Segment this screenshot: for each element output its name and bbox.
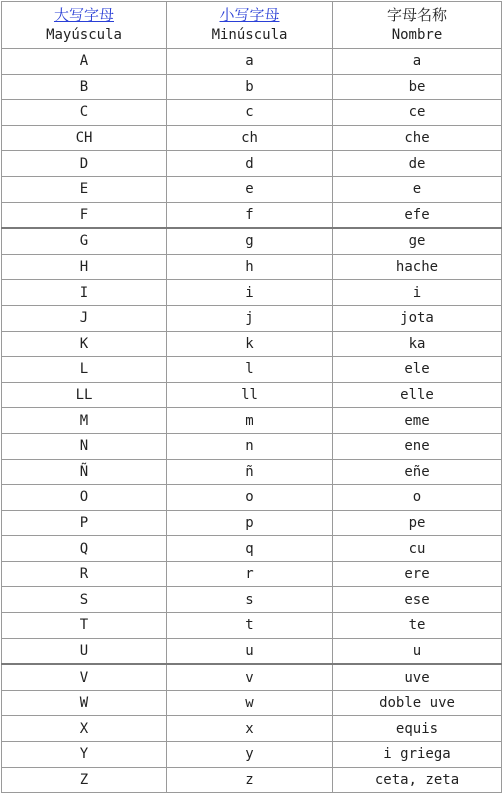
letter-name-label: Nombre [391,27,443,43]
uppercase-cell: U [2,638,167,664]
letter-name-cell: a [333,49,502,75]
table-row [2,459,502,485]
lowercase-cell: e [167,176,333,202]
letter-name-cell: ceta, zeta [333,767,502,793]
table-row [2,331,502,357]
lowercase-cell: n [167,433,333,459]
lowercase-cell: j [167,305,333,331]
table-row [2,742,502,768]
table-row [2,357,502,383]
letter-name-cell: te [333,613,502,639]
letter-name-cell: jota [333,305,502,331]
uppercase-cell: O [2,485,167,511]
header-row [2,2,502,49]
lowercase-cell: w [167,690,333,716]
uppercase-cell: D [2,151,167,177]
lowercase-cell: v [167,664,333,690]
lowercase-cell: o [167,485,333,511]
table-row [2,228,502,254]
letter-name-cell: uve [333,664,502,690]
alphabet-table [1,1,502,793]
lowercase-cell: z [167,767,333,793]
lowercase-cell: ll [167,382,333,408]
uppercase-cell: CH [2,125,167,151]
uppercase-cell: B [2,74,167,100]
lowercase-cell: l [167,357,333,383]
letter-name-cell: efe [333,202,502,228]
table-row [2,49,502,75]
table-row [2,510,502,536]
letter-name-cell: pe [333,510,502,536]
table-row [2,151,502,177]
letter-name-cell: be [333,74,502,100]
letter-name-cell: ka [333,331,502,357]
letter-name-cell: i griega [333,742,502,768]
table-row [2,587,502,613]
table-row [2,536,502,562]
letter-name-cell: cu [333,536,502,562]
uppercase-cell: I [2,280,167,306]
uppercase-cell: LL [2,382,167,408]
table-row [2,613,502,639]
lowercase-cell: c [167,100,333,126]
uppercase-cell: R [2,561,167,587]
uppercase-cell: J [2,305,167,331]
table-row [2,74,502,100]
lowercase-cell: i [167,280,333,306]
letter-name-cell: eñe [333,459,502,485]
uppercase-cell: H [2,254,167,280]
lowercase-cell: p [167,510,333,536]
lowercase-cell: y [167,742,333,768]
table-row [2,254,502,280]
table-row [2,690,502,716]
table-row [2,433,502,459]
letter-name-cell: o [333,485,502,511]
letter-name-cell: e [333,176,502,202]
table-row [2,664,502,690]
letter-name-cell: ere [333,561,502,587]
uppercase-cell: T [2,613,167,639]
lowercase-cell: d [167,151,333,177]
lowercase-cell: g [167,228,333,254]
uppercase-cell: Z [2,767,167,793]
uppercase-cell: E [2,176,167,202]
table-row [2,716,502,742]
uppercase-cell: N [2,433,167,459]
letter-name-cell: elle [333,382,502,408]
letter-name-cell: doble uve [333,690,502,716]
lowercase-cell: k [167,331,333,357]
lowercase-cell: t [167,613,333,639]
lowercase-cell: a [167,49,333,75]
table-row [2,202,502,228]
letter-name-cell: u [333,638,502,664]
letter-name-cell: equis [333,716,502,742]
uppercase-cell: Y [2,742,167,768]
lowercase-cell: q [167,536,333,562]
letter-name-cell: eme [333,408,502,434]
letter-name-cell: i [333,280,502,306]
table-row [2,767,502,793]
uppercase-link[interactable]: 大写字母 [53,6,114,24]
lowercase-cell: s [167,587,333,613]
uppercase-cell: M [2,408,167,434]
header-uppercase [2,2,167,49]
uppercase-cell: X [2,716,167,742]
letter-name-cell: che [333,125,502,151]
uppercase-cell: W [2,690,167,716]
letter-name-cn-label: 字母名称 [386,6,447,24]
letter-name-cell: hache [333,254,502,280]
letter-name-cell: ce [333,100,502,126]
letter-name-cell: ge [333,228,502,254]
letter-name-cell: de [333,151,502,177]
header-lowercase [167,2,333,49]
lowercase-cell: b [167,74,333,100]
table-row [2,485,502,511]
table-row [2,305,502,331]
uppercase-cell: Q [2,536,167,562]
table-row [2,408,502,434]
lowercase-cell: r [167,561,333,587]
table-row [2,176,502,202]
table-row [2,561,502,587]
table-row [2,638,502,664]
letter-name-cell: ele [333,357,502,383]
header-letter-name [333,2,502,49]
table-row [2,100,502,126]
alphabet-rows [2,49,502,793]
table-row [2,382,502,408]
lowercase-cell: ch [167,125,333,151]
uppercase-cell: K [2,331,167,357]
lowercase-cell: m [167,408,333,434]
uppercase-cell: L [2,357,167,383]
lowercase-label: Minúscula [211,27,288,43]
table-row [2,125,502,151]
uppercase-cell: P [2,510,167,536]
lowercase-cell: h [167,254,333,280]
letter-name-cell: ese [333,587,502,613]
letter-name-cell: ene [333,433,502,459]
uppercase-cell: C [2,100,167,126]
uppercase-label: Mayúscula [46,27,122,43]
uppercase-cell: V [2,664,167,690]
table-row [2,280,502,306]
lowercase-cell: x [167,716,333,742]
uppercase-cell: F [2,202,167,228]
lowercase-link[interactable]: 小写字母 [219,6,280,24]
lowercase-cell: ñ [167,459,333,485]
uppercase-cell: Ñ [2,459,167,485]
uppercase-cell: G [2,228,167,254]
uppercase-cell: S [2,587,167,613]
lowercase-cell: f [167,202,333,228]
uppercase-cell: A [2,49,167,75]
lowercase-cell: u [167,638,333,664]
